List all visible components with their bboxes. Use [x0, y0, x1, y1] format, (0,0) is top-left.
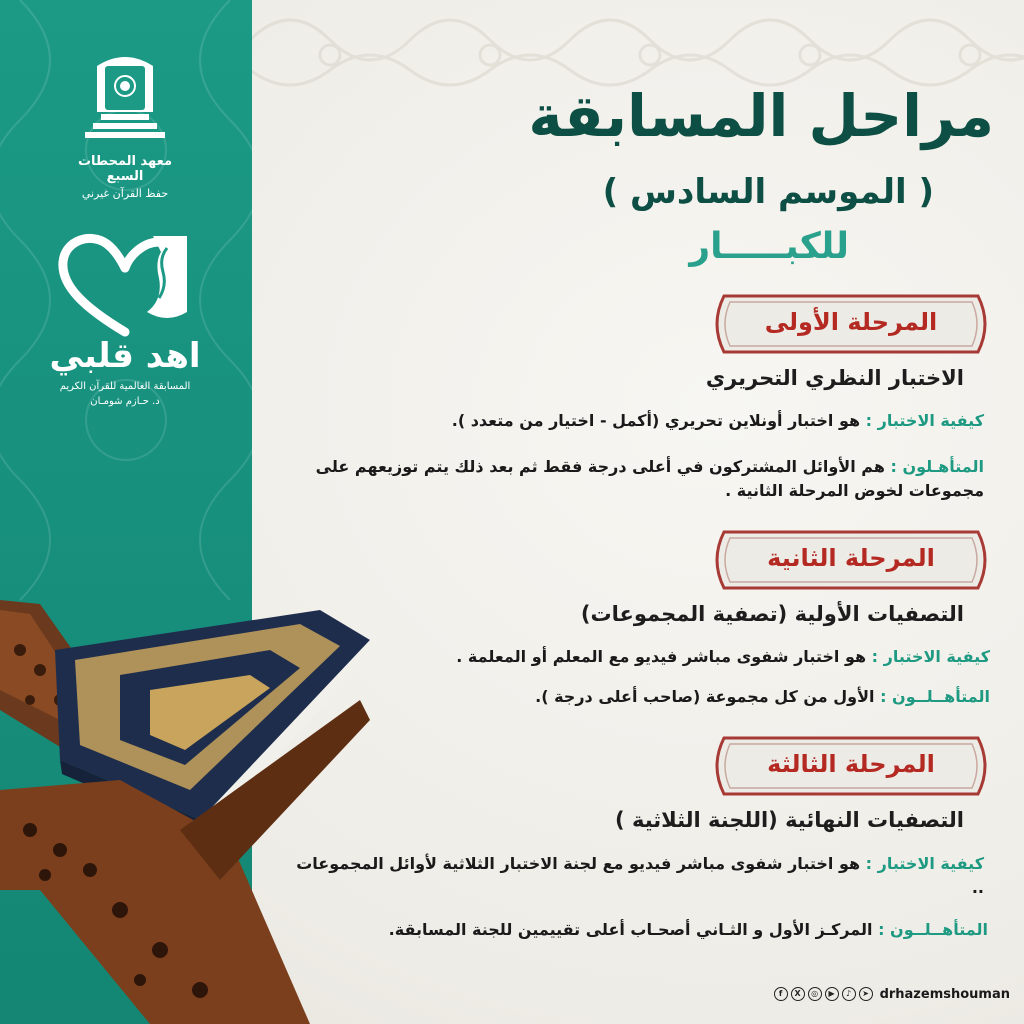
- method-text: هو اختبار شفوى مباشر فيديو مع المعلم أو المعلمة .: [456, 647, 872, 666]
- method-key: كيفية الاختبار :: [865, 854, 984, 873]
- telegram-icon[interactable]: ➤: [859, 987, 873, 1001]
- institute-logo: [60, 52, 190, 200]
- youtube-icon[interactable]: ▶: [825, 987, 839, 1001]
- stage-2-method: [290, 645, 990, 669]
- page-title: مراحل المسابقة: [528, 82, 994, 150]
- stage-3-method: [284, 852, 984, 900]
- qualified-key: المتأهــلــون :: [878, 920, 988, 939]
- brand-logo: [40, 228, 210, 407]
- stage-1-method: [344, 409, 984, 433]
- stage-1-banner: [706, 292, 996, 356]
- method-text: هو اختبار شفوى مباشر فيديو مع لجنة الاختبار الثلاثية لأوائل المجموعات ..: [296, 854, 984, 897]
- stage-2-subtitle: التصفيات الأولية (تصفية المجموعات): [580, 602, 964, 626]
- qualified-text: المركـز الأول و الثـاني أصحـاب أعلى تقييمين للجنة المسابقة.: [388, 920, 879, 939]
- method-text: هو اختبار أونلاين تحريري (أكمل - اختيار من متعدد ).: [451, 411, 866, 430]
- stage-3-banner: [706, 734, 996, 798]
- qualified-text: هم الأوائل المشتركون في أعلى درجة فقط ثم بعد ذلك يتم توزيعهم على مجموعات لخوض المرحلة الثانية .: [315, 457, 984, 500]
- footer-social: [774, 984, 1010, 1004]
- brand-name: اهد قلبي: [49, 336, 201, 376]
- qualified-text: الأول من كل مجموعة (صاحب أعلى درجة ).: [535, 687, 881, 706]
- method-key: كيفية الاختبار :: [865, 411, 984, 430]
- stage-2-banner: [706, 528, 996, 592]
- stage-3-label: المرحلة الثالثة: [767, 750, 935, 778]
- season-label: ( الموسم السادس ): [602, 172, 934, 212]
- tiktok-icon[interactable]: ♪: [842, 987, 856, 1001]
- stage-3-subtitle: التصفيات النهائية (اللجنة الثلاثية ): [615, 808, 964, 832]
- heart-book-icon: [55, 228, 195, 340]
- institute-name: معهد المحطات السبع: [77, 154, 173, 184]
- qualified-key: المتأهـلون :: [890, 457, 984, 476]
- qualified-key: المتأهــلــون :: [880, 687, 990, 706]
- category-label: للكبـــــار: [689, 226, 849, 267]
- stage-3-qualified: [288, 918, 988, 942]
- social-handle[interactable]: drhazemshouman: [879, 986, 1010, 1002]
- instagram-icon[interactable]: ◎: [808, 987, 822, 1001]
- method-key: كيفية الاختبار :: [871, 647, 990, 666]
- stage-2-label: المرحلة الثانية: [767, 544, 935, 572]
- x-icon[interactable]: X: [791, 987, 805, 1001]
- facebook-icon[interactable]: f: [774, 987, 788, 1001]
- stage-2-qualified: [290, 685, 990, 709]
- stage-1-subtitle: الاختبار النظري التحريري: [705, 366, 964, 390]
- door-icon: [75, 52, 175, 148]
- stage-1-qualified: [284, 455, 984, 503]
- brand-author: د. حـازم شومـان: [90, 396, 160, 408]
- brand-subtitle: المسابقة العالمية للقرآن الكريم: [59, 381, 191, 393]
- institute-tagline: حفظ القرآن غيرني: [81, 187, 169, 200]
- stage-1-label: المرحلة الأولى: [764, 308, 938, 336]
